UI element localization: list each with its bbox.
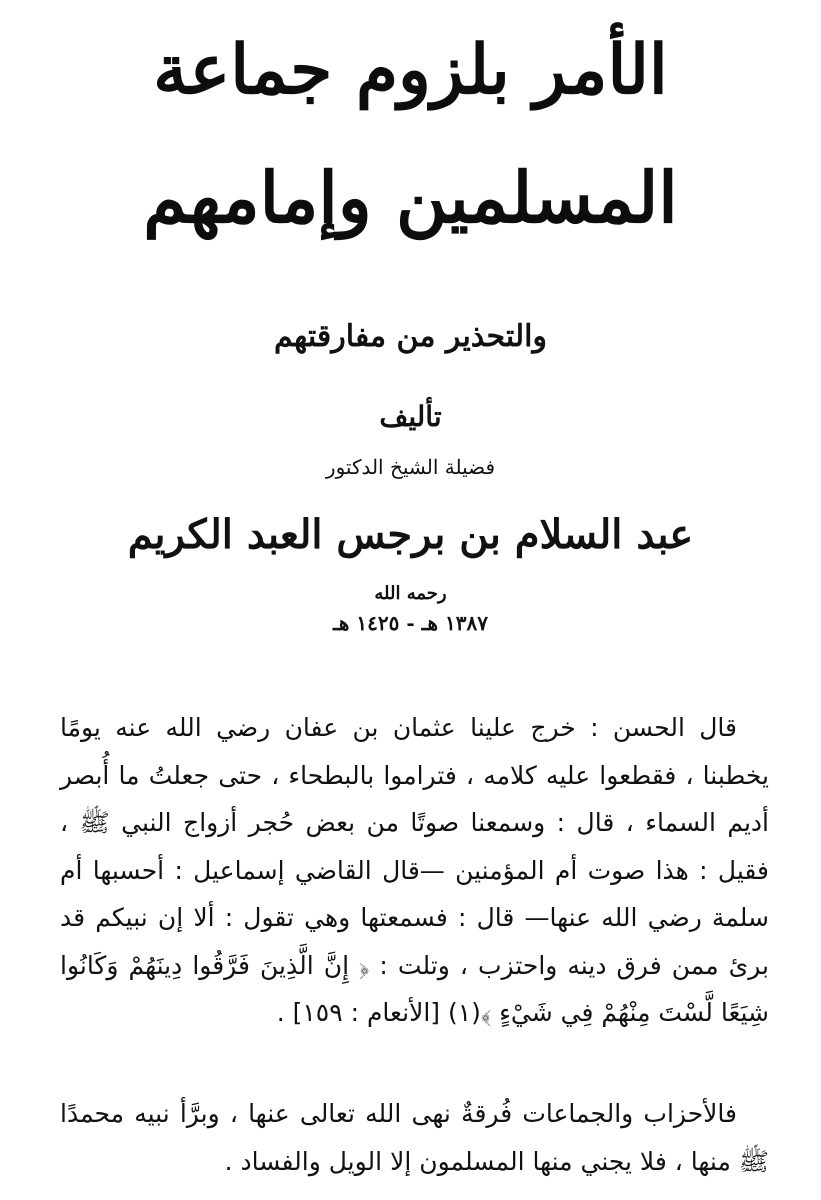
author-dates: ١٣٨٧ هـ - ١٤٢٥ هـ: [333, 611, 488, 635]
author-honorific: فضيلة الشيخ الدكتور: [325, 455, 496, 479]
book-title-line-1: الأمر بلزوم جماعة: [153, 30, 668, 110]
book-title-line-2: المسلمين وإمامهم: [143, 156, 678, 239]
author-prayer: رحمه الله: [374, 583, 447, 604]
author-name: عبد السلام بن برجس العبد الكريم: [127, 511, 694, 558]
book-subtitle: والتحذير من مفارقتهم: [274, 319, 547, 354]
body-paragraph-2: [60, 1090, 769, 1186]
body-paragraph-2-text: فالأحزاب والجماعات فُرقةٌ نهى الله تعالى عنها ، وبرَّأ نبيه محمدًا ﷺ منها ، فلا يجني منها المسلمون إلا الويل والفساد .: [60, 1099, 769, 1176]
body-paragraph-1-text: قال الحسن : خرج علينا عثمان بن عفان رضي الله عنه يومًا يخطبنا ، فقطعوا عليه كلامه ، فتراموا بالبطحاء ، حتى جعلتُ ما أُبصر أديم السماء ، قال : وسمعنا صوتًا من بعض حُجر أزواج النبي ﷺ ، فقيل : هذا صوت أم المؤمنين —قال القاضي إسماعيل : أحسبها أم سلمة رضي الله عنها— قال : فسمعتها وهي تقول : ألا إن نبيكم قد برئ ممن فرق دينه واحتزب ، وتلت : ﴿ إِنَّ الَّذِينَ فَرَّقُوا دِينَهُمْ وَكَانُوا شِيَعًا لَّسْتَ مِنْهُمْ فِي شَيْءٍ ﴾(١) [الأنعام : ١٥٩] .: [60, 713, 769, 1027]
authored-by-label: تأليف: [379, 400, 442, 433]
body-paragraph-1: [60, 704, 769, 1037]
